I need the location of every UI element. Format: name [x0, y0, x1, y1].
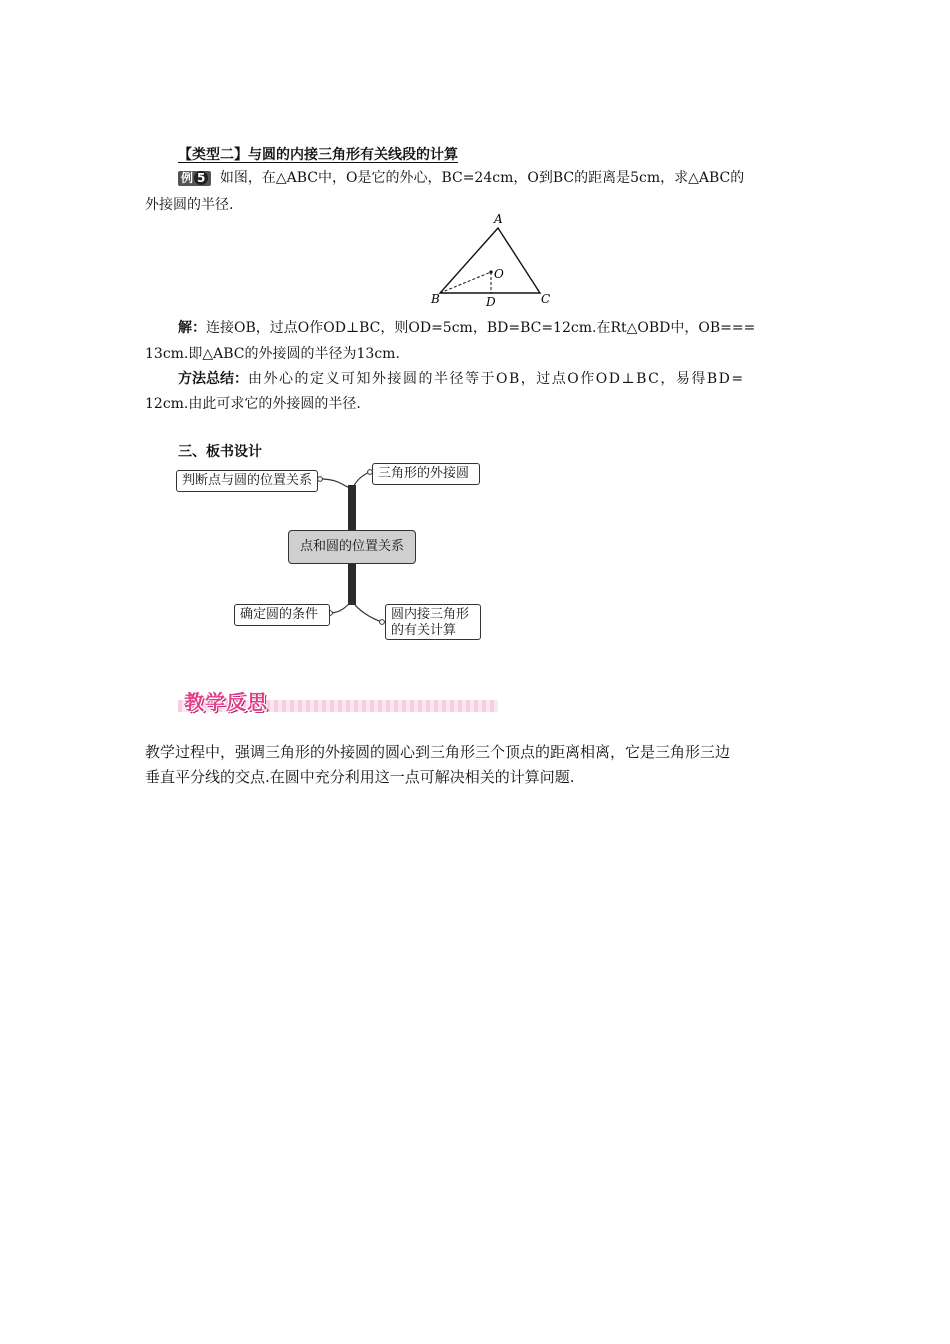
solution-text-line1: 连接OB，过点O作OD⊥BC，则OD=5cm，BD=BC=12cm.在Rt△OBD中，OB=== [206, 320, 756, 336]
mindmap-right-bottom-line2: 的有关计算 [391, 623, 457, 638]
segment-ob [440, 272, 491, 293]
reflection-line1: 教学过程中，强调三角形的外接圆的圆心到三角形三个顶点的距离相离，它是三角形三边 [145, 743, 731, 761]
example-badge-label: 例 [181, 171, 194, 185]
teaching-reflection-banner [178, 686, 498, 716]
label-c: C [541, 292, 551, 306]
mindmap-right-top: 三角形的外接圆 [372, 463, 480, 485]
label-a: A [494, 212, 503, 226]
example5-line1 [178, 168, 744, 188]
reflection-line2: 垂直平分线的交点.在圆中充分利用这一点可解决相关的计算问题. [145, 768, 575, 786]
triangle-abc [440, 228, 540, 293]
example-badge [178, 171, 211, 186]
method-text-line1: 由外心的定义可知外接圆的半径等于OB，过点O作OD⊥BC，易得BD= [248, 371, 745, 387]
mindmap-right-bottom [385, 604, 481, 640]
mindmap-right-bottom-line1: 圆内接三角形 [391, 607, 470, 622]
example5-line2: 外接圆的半径. [145, 197, 234, 213]
section-heading-type2: 【类型二】与圆的内接三角形有关线段的计算 [178, 147, 458, 163]
mindmap-left-bottom: 确定圆的条件 [234, 604, 330, 626]
solution-line1 [178, 318, 755, 338]
solution-label: 解： [178, 320, 206, 336]
triangle-abc-figure [425, 210, 565, 310]
label-o: O [494, 267, 504, 281]
method-label: 方法总结： [178, 371, 248, 387]
board-design-heading: 三、板书设计 [178, 444, 262, 460]
method-line1 [178, 369, 745, 389]
point-o [489, 270, 492, 273]
banner-title: 教学反思 [184, 690, 268, 714]
label-b: B [431, 292, 440, 306]
method-line2: 12cm.由此可求它的外接圆的半径. [145, 396, 361, 412]
solution-line2: 13cm.即△ABC的外接圆的半径为13cm. [145, 346, 400, 362]
example5-text-line1: 如图，在△ABC中，O是它的外心，BC=24cm，O到BC的距离是5cm，求△ABC的 [219, 170, 745, 186]
example-badge-number: 5 [194, 171, 208, 185]
label-d: D [486, 295, 496, 309]
mindmap-left-top: 判断点与圆的位置关系 [176, 470, 318, 492]
mindmap-center: 点和圆的位置关系 [288, 530, 416, 564]
